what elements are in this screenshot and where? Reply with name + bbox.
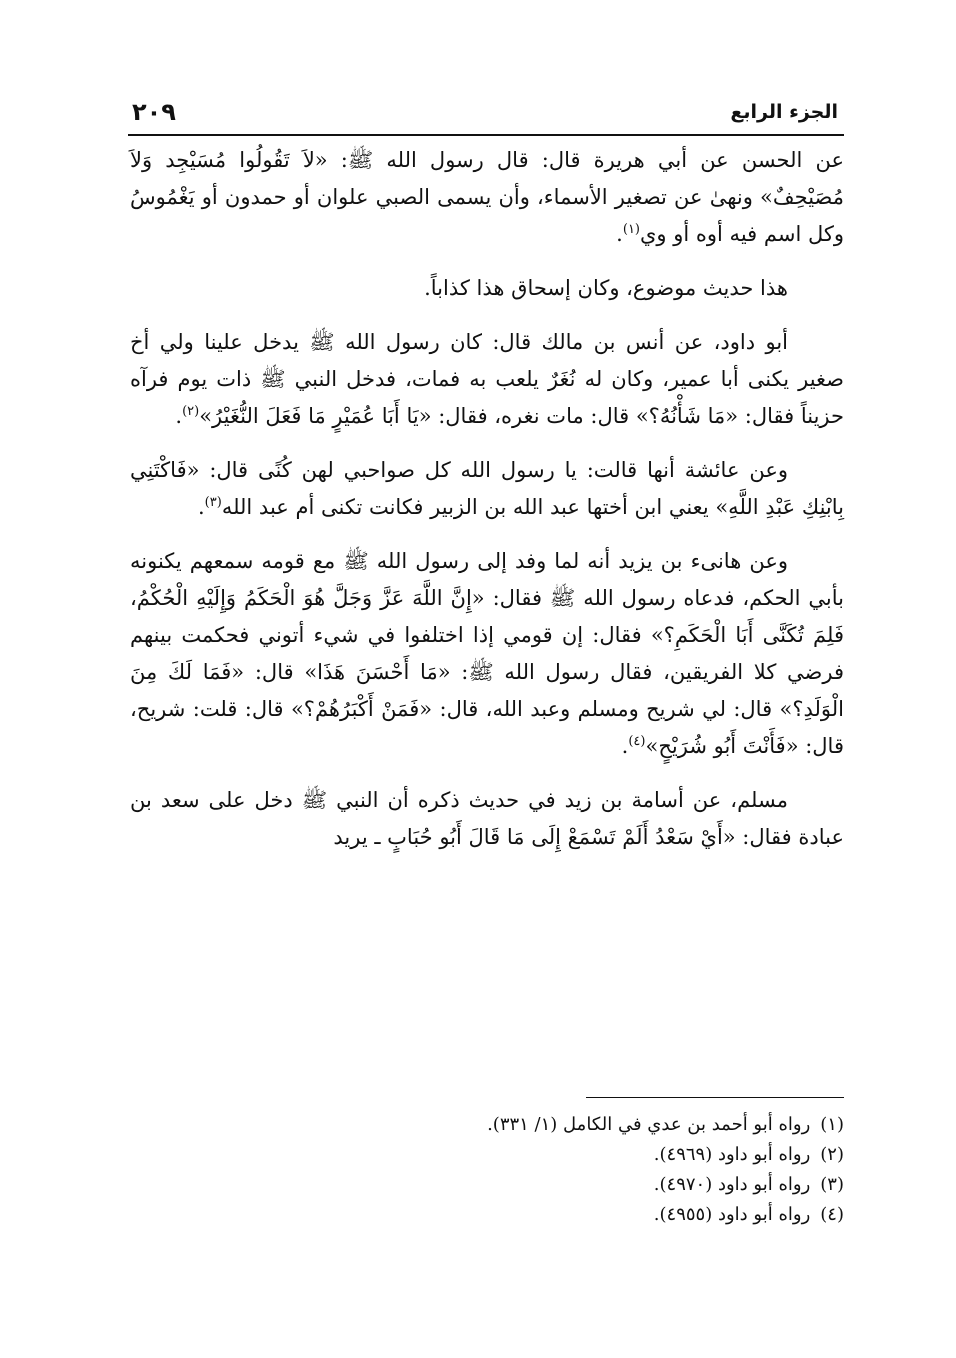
main-text: [130, 142, 844, 873]
footnote-text: رواه أبو داود (٤٩٧٠).: [653, 1174, 811, 1195]
paragraph: عن الحسن عن أبي هريرة قال: قال رسول الله ﷺ: «لاَ تَقُولُوا مُسَيْجِد وَلاَ مُصَيْحِفٌ» ونهىٰ عن تصغير الأسماء، وأن يسمى الصبي علوان أو حمدون أو يَغْمُوسُ وكل اسم فيه أوه أو وي$^{(١)}$.: [130, 148, 844, 246]
footnote-item: [300, 1110, 844, 1140]
paragraph: مسلم، عن أسامة بن زيد في حديث ذكره أن النبي ﷺ دخل على سعد بن عبادة فقال: «أَيْ سَعْدُ أَلَمْ تَسْمَعْ إِلَى مَا قَالَ أَبُو حُبَابٍ ـ يريد: [130, 788, 844, 849]
footnote-ref: (٣): [204, 495, 222, 510]
footnote-item: [300, 1170, 844, 1200]
footnotes: [300, 1110, 844, 1230]
footnote-text: رواه أبو داود (٤٩٦٩).: [653, 1144, 811, 1165]
paragraph: أبو داود، عن أنس بن مالك قال: كان رسول الله ﷺ يدخل علينا ولي أخ صغير يكنى أبا عمير، وكان له نُغَرٌ يلعب به فمات، فدخل النبي ﷺ ذات يوم فرآه حزيناً فقال: «مَا شَأْنُهُ؟» قال: مات نغره، فقال: «يَا أَبَا عُمَيْرٍ مَا فَعَلَ النُّغَيْرُ»$^{(٢)}$.: [130, 330, 844, 428]
footnote-text: رواه أبو أحمد بن عدي في الكامل (١/ ٣٣١).: [487, 1114, 811, 1135]
footnote-ref: (١): [622, 222, 640, 237]
header-divider: [128, 134, 844, 136]
footnote-item: [300, 1200, 844, 1230]
running-title: الجزء الرابع: [730, 101, 838, 123]
footnote-ref: (٢): [182, 404, 200, 419]
paragraph: وعن هانىء بن يزيد أنه لما وفد إلى رسول الله ﷺ مع قومه سمعهم يكنونه بأبي الحكم، فدعاه رسول الله ﷺ فقال: «إِنَّ اللَّهَ عَزَّ وَجَلَّ هُوَ الْحَكَمُ وَإِلَيْهِ الْحُكْمُ، فَلِمَ تُكَنَّى أَبَا الْحَكَمِ؟» فقال: إن قومي إذا اختلفوا في شيء أتوني فحكمت بينهم فرضي كلا الفريقين، فقال رسول الله ﷺ: «مَا أَحْسَنَ هَذَا» قال: «فَمَا لَكَ مِنَ الْوَلَدِ؟» قال: لي شريح ومسلم وعبد الله، قال: «فَمَنْ أَكْبَرُهُمْ؟» قال: قلت: شريح، قال: «فَأَنْتَ أَبُو شُرَيْحٍ»$^{(٤)}$.: [130, 549, 844, 758]
footnote-item: [300, 1140, 844, 1170]
footnote-number: (٢): [820, 1144, 844, 1165]
footnote-number: (١): [820, 1114, 844, 1135]
footnote-number: (٣): [820, 1174, 844, 1195]
page-number: ٢٠٩: [132, 98, 176, 126]
footnote-divider: [586, 1097, 844, 1098]
footnote-ref: (٤): [628, 734, 646, 749]
page-header: [132, 92, 838, 132]
paragraph: وعن عائشة أنها قالت: يا رسول الله كل صواحبي لهن كُنًى قال: «فَاكْتَنِي بِابْنِكِ عَبْدِ اللَّهِ» يعني ابن أختها عبد الله بن الزبير فكانت تكنى أم عبد الله$^{(٣)}$.: [130, 458, 844, 519]
paragraph: هذا حديث موضوع، وكان إسحاق هذا كذاباً.: [424, 276, 788, 300]
footnote-text: رواه أبو داود (٤٩٥٥).: [653, 1204, 811, 1225]
footnote-number: (٤): [820, 1204, 844, 1225]
